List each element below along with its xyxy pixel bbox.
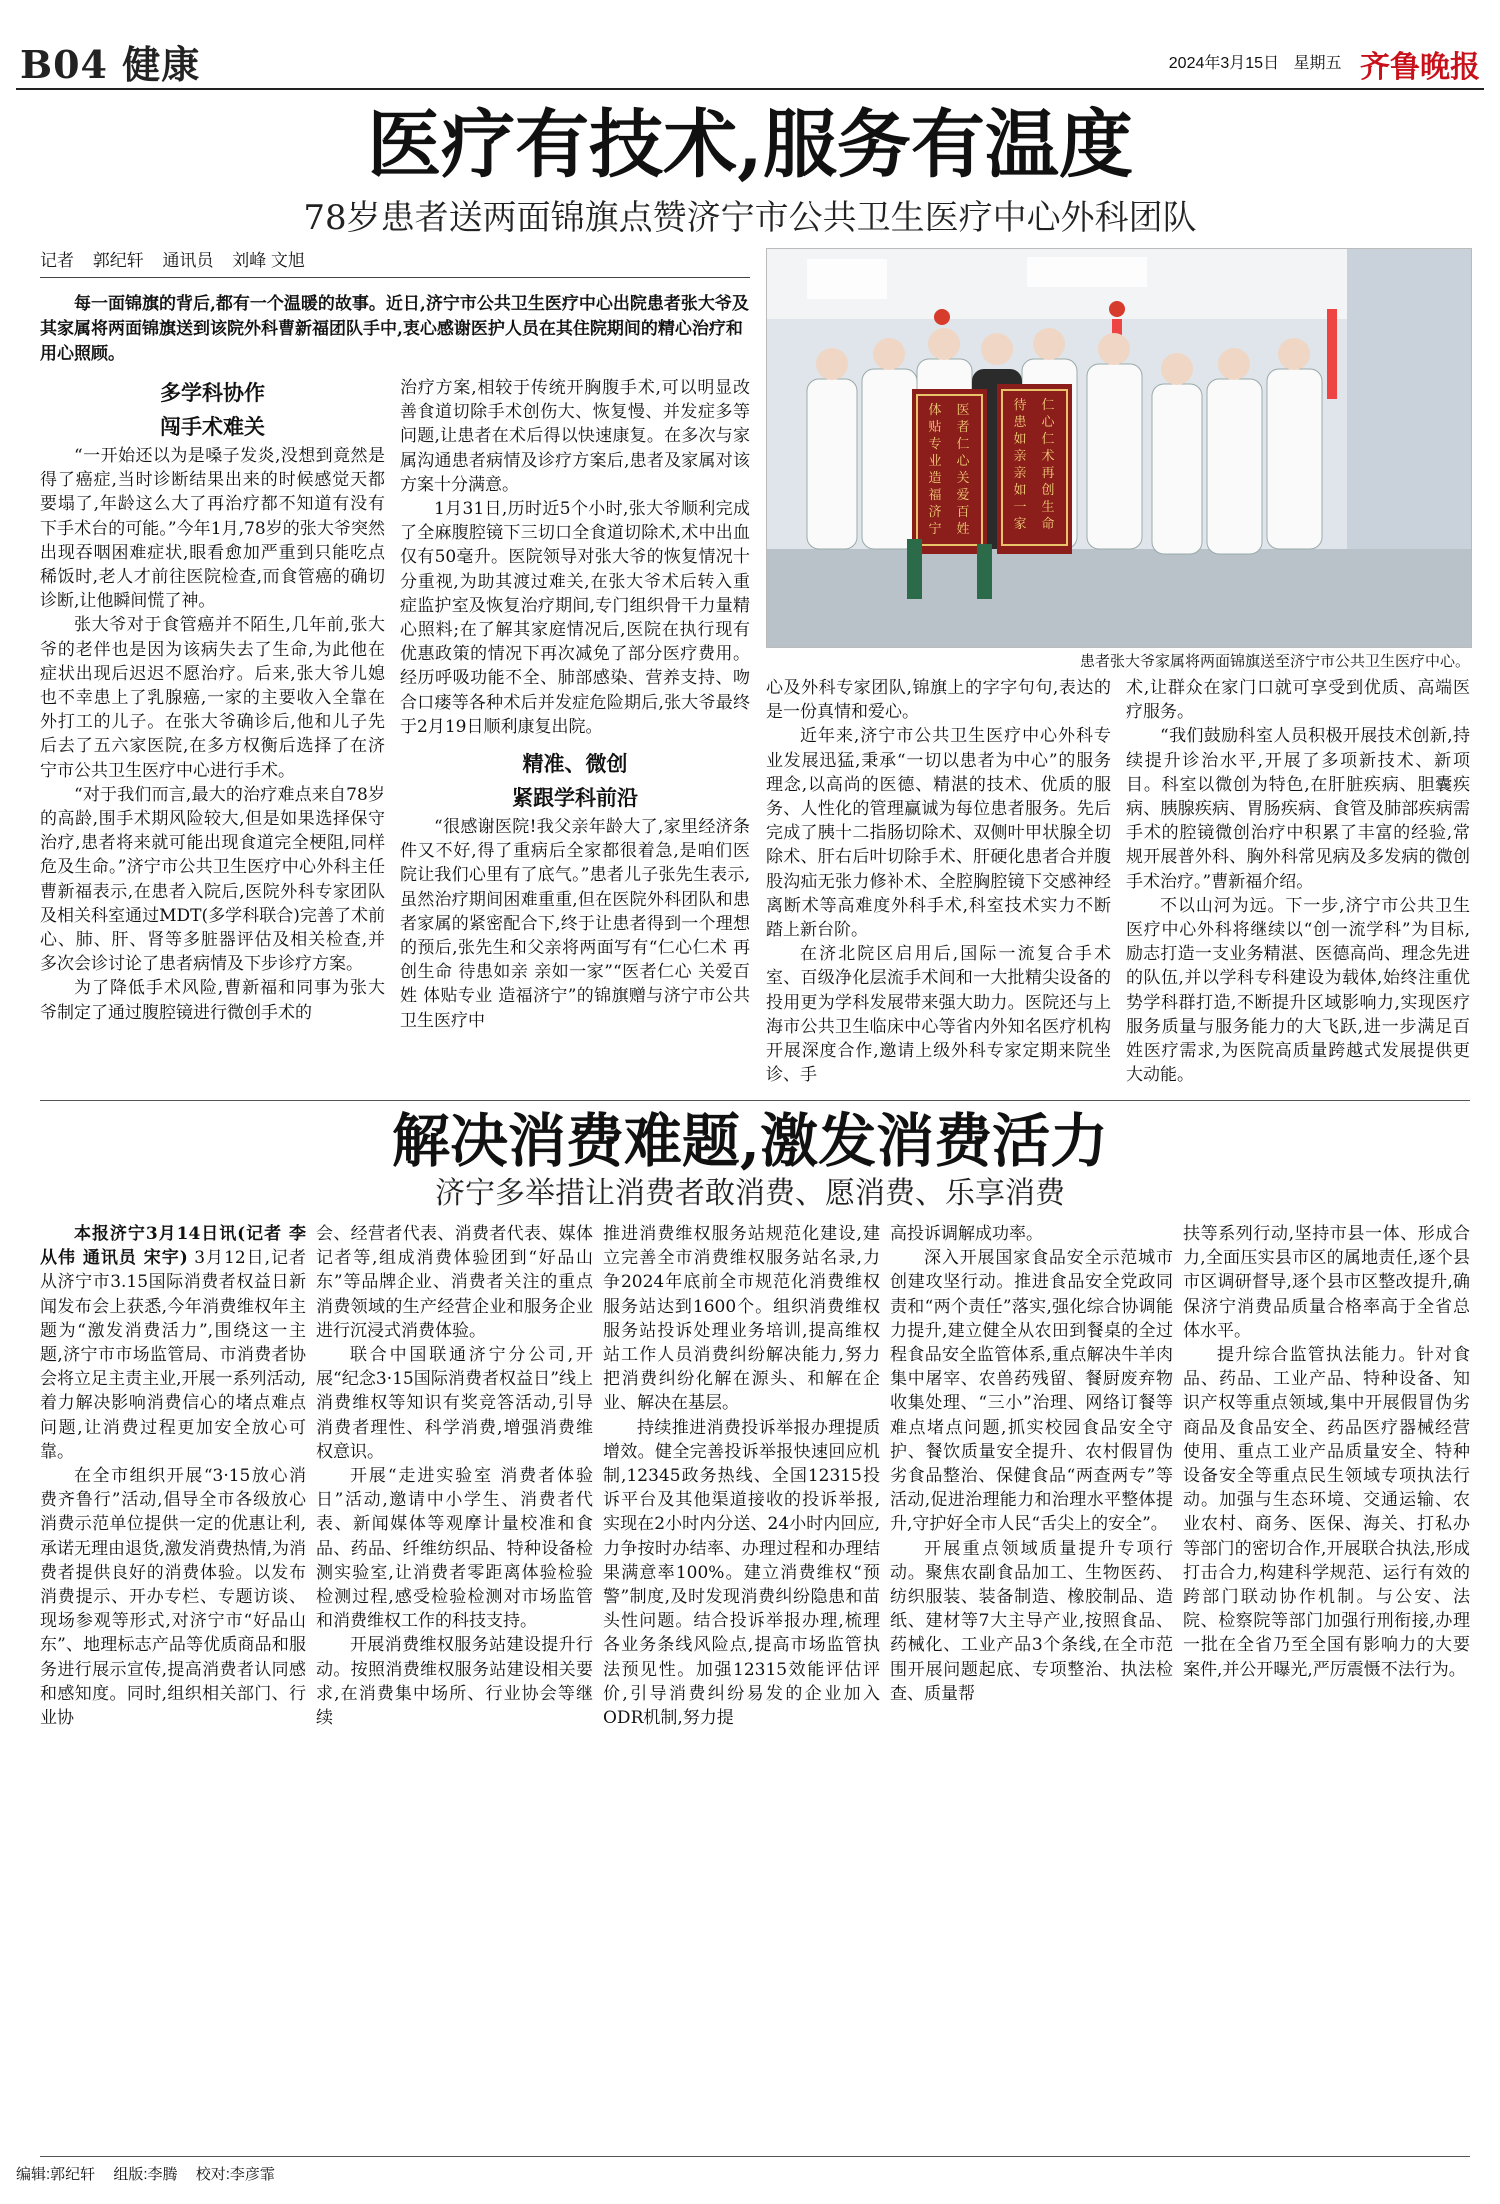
banner-character: 术 (1041, 449, 1055, 464)
article2-subheadline: 济宁多举措让消费者敢消费、愿消费、乐享消费 (435, 1176, 1065, 1211)
banner-character: 业 (928, 454, 942, 469)
banner-character: 济 (928, 505, 942, 520)
article1-paragraph: “很感谢医院!我父亲年龄大了,家里经济条件又不好,得了重病后全家都很着急,是咱们医院让我们心里有了底气。”患者儿子张先生表示,虽然治疗期间困难重重,但在医院外科团队和患者家属的紧密配合下,终于让患者得到一个理想的预后,张先生和父亲将两面写有“仁心仁术 再创生命 待患如亲 亲如一家”“医者仁心 关爱百姓 体贴专业 造福济宁”的锦旗赠与济宁市公共卫生医疗中 (400, 817, 750, 1031)
section2-title-line1: 精准、微创 (522, 751, 628, 777)
banner-character: 百 (956, 505, 970, 520)
article1-paragraph: “一开始还以为是嗓子发炎,没想到竟然是得了癌症,当时诊断结果出来的时候感觉天都要塌了,年龄这么大了再治疗都不知道有没有下手术台的可能。”今年1月,78岁的张大爷突然出现吞咽困难症状,眼看愈加严重到只能吃点稀饭时,老人才前往医院检查,而食管癌的确切诊断,让他瞬间慌了神。 (40, 446, 385, 612)
article1-paragraph: “对于我们而言,最大的治疗难点来自78岁的高龄,围手术期风险较大,但是如果选择保守治疗,患者将来就可能出现食道完全梗阻,同样危及生命。”济宁市公共卫生医疗中心外科主任曹新福表示,在患者入院后,医院外科专家团队及相关科室通过MDT(多学科联合)完善了术前心、肺、肝、肾等多脏器评估及相关检查,并多次会诊讨论了患者病情及下步诊疗方案。 (40, 784, 385, 975)
banner-character: 关 (956, 471, 970, 486)
banner-character: 一 (1013, 500, 1027, 515)
banner-character: 患 (1013, 415, 1027, 430)
issue-weekday: 星期五 (1293, 55, 1342, 73)
article2-paragraph: 开展重点领域质量提升专项行动。聚焦农副食品加工、生物医药、纺织服装、装备制造、橡胶制品、造纸、建材等7大主导产业,按照食品、药械化、工业产品3个条线,在全市范围开展问题起底、专项整治、执法检查、质量帮 (890, 1538, 1173, 1704)
banner-character: 体 (928, 403, 942, 418)
article2-paragraph: 开展“走进实验室 消费者体验日”活动,邀请中小学生、消费者代表、新闻媒体等观摩计量校准和食品、药品、纤维纺织品、特种设备检测实验室,让消费者零距离体验检验检测过程,感受检验检测对市场监管和消费维权工作的科技支持。 (316, 1466, 593, 1632)
section1-title-line2: 闯手术难关 (160, 414, 265, 439)
masthead-meta (1159, 42, 1480, 86)
banner-character: 仁 (956, 437, 970, 452)
article1-subheadline: 78岁患者送两面锦旗点赞济宁市公共卫生医疗中心外科团队 (303, 198, 1197, 238)
banner-character: 造 (928, 471, 942, 486)
article2-column-5 (1183, 1222, 1470, 2152)
banner-character: 如 (1013, 432, 1027, 447)
banner-character: 贴 (928, 420, 942, 435)
article2-paragraph: 持续推进消费投诉举报办理提质增效。健全完善投诉举报快速回应机制,12345政务热线、全国12315投诉平台及其他渠道接收的投诉举报,实现在2小时内分送、24小时内回应,力争按时办结率、办理过程和办理结果满意率100%。建立消费维权“预警”制度,及时发现消费纠纷隐患和苗头性问题。结合投诉举报办理,梳理各业务条线风险点,提高市场监管执法预见性。加强12315效能评估评价,引导消费纠纷易发的企业加入ODR机制,努力提 (603, 1417, 880, 1729)
footer-proof: 校对:李彦霏 (195, 2166, 275, 2183)
article2-paragraph (40, 1222, 306, 1464)
article1-paragraph: 为了降低手术风险,曹新福和同事为张大爷制定了通过腹腔镜进行微创手术的 (40, 978, 385, 1023)
article2-text: 3月12日,记者从济宁市3.15国际消费者权益日新闻发布会上获悉,今年消费维权年主题为“激发消费活力”,围绕这一主题,济宁市市场监管局、市消费者协会将立足主责主业,开展一系列活动,着力解决影响消费信心的堵点难点问题,让消费过程更加安全放心可靠。 (40, 1248, 306, 1462)
banner-character: 生 (1041, 500, 1055, 515)
banner-character: 亲 (1013, 466, 1027, 481)
banner-character: 待 (1013, 398, 1027, 413)
hospital-group-photo (767, 249, 1471, 647)
article1-paragraph: “我们鼓励科室人员积极开展技术创新,持续提升诊治水平,开展了多项新技术、新项目。科室以微创为特色,在肝脏疾病、胆囊疾病、胰腺疾病、胃肠疾病、食管及肺部疾病需手术的腔镜微创治疗中积累了丰富的经验,常规开展普外科、胸外科常见病及多发病的微创手术治疗。”曹新福介绍。 (1126, 726, 1470, 892)
footer-credits (16, 2163, 289, 2184)
article2-paragraph: 联合中国联通济宁分公司,开展“纪念3·15国际消费者权益日”线上消费维权等知识有奖竞答活动,引导消费者理性、科学消费,增强消费维权意识。 (316, 1345, 593, 1462)
article1-column-1 (40, 376, 385, 1096)
banner-character: 亲 (1013, 449, 1027, 464)
section1-title-line1: 多学科协作 (160, 380, 265, 405)
article2-column-2 (316, 1222, 593, 2152)
article1-paragraph: 1月31日,历时近5个小时,张大爷顺利完成了全麻腹腔镜下三切口全食道切除术,术中出血仅有50毫升。医院领导对张大爷的恢复情况十分重视,为助其渡过难关,在张大爷术后转入重症监护室及恢复治疗期间,专门组织骨干力量精心照料;在了解其家庭情况后,医院在执行现有优惠政策的情况下再次减免了部分医疗费用。经历呼吸功能不全、肺部感染、营养支持、吻合口瘘等各种术后并发症危险期后,张大爷最终于2月19日顺利康复出院。 (400, 499, 750, 737)
issue-date: 2024年3月15日 (1168, 55, 1280, 73)
correspondent-names: 刘峰 文旭 (232, 251, 305, 270)
article1-column-4 (1126, 676, 1470, 1096)
banner-character: 宁 (928, 522, 942, 537)
banner-character: 如 (1013, 483, 1027, 498)
article1-lead: 每一面锦旗的背后,都有一个温暖的故事。近日,济宁市公共卫生医疗中心出院患者张大爷及其家属将两面锦旗送到该院外科曹新福团队手中,衷心感谢医护人员在其住院期间的精心治疗和用心照顾。 (40, 294, 749, 364)
article2-headline: 解决消费难题,激发消费活力 (391, 1107, 1109, 1175)
footer-divider (40, 2156, 1470, 2157)
banner-character: 者 (956, 420, 970, 435)
banner-character: 仁 (1041, 398, 1055, 413)
banner-character: 再 (1041, 466, 1055, 481)
banner-character: 医 (956, 403, 970, 418)
article2-paragraph: 推进消费维权服务站规范化建设,建立完善全市消费维权服务站名录,力争2024年底前全市规范化消费维权服务站达到1600个。组织消费维权服务站投诉处理业务培训,提高维权站工作人员消费纠纷解决能力,努力把消费纠纷化解在源头、和解在企业、解决在基层。 (603, 1224, 880, 1414)
reporter-label: 记者 (40, 251, 74, 270)
article2-paragraph: 高投诉调解成功率。 (890, 1224, 1043, 1244)
article1-paragraph: 心及外科专家团队,锦旗上的字字句句,表达的是一份真情和爱心。 (766, 678, 1111, 723)
article-divider (40, 1100, 1470, 1101)
banner-character: 爱 (956, 488, 970, 503)
article2-column-4 (890, 1222, 1173, 2152)
masthead (16, 30, 1484, 90)
section2-title-line2: 紧跟学科前沿 (512, 785, 638, 811)
article1-paragraph: 不以山河为远。下一步,济宁市公共卫生医疗中心外科将继续以“创一流学科”为目标,励志打造一支业务精湛、医德高尚、理念先进的队伍,并以学科专科建设为载体,始终注重优势学科群打造,不断提升区域影响力,实现医疗服务质量与服务能力的大飞跃,进一步满足百姓医疗需求,为医院高质量跨越式发展提供更大动能。 (1126, 895, 1470, 1086)
banner-character: 姓 (956, 522, 970, 537)
banner-character: 专 (928, 437, 942, 452)
banner-character: 家 (1013, 517, 1027, 532)
article1-paragraph: 术,让群众在家门口就可享受到优质、高端医疗服务。 (1126, 678, 1470, 723)
article2-dateline: 本报济宁3月14日讯(记者 李从伟 通讯员 宋宇) (40, 1224, 306, 1269)
article2-column-1 (40, 1222, 306, 2152)
article2-column-3 (603, 1222, 880, 2152)
article1-headline: 医疗有技术,服务有温度 (367, 102, 1133, 188)
article2-paragraph: 扶等系列行动,坚持市县一体、形成合力,全面压实县市区的属地责任,逐个县市区调研督导,逐个县市区整改提升,确保济宁消费品质量合格率高于全省总体水平。 (1183, 1224, 1470, 1341)
footer-editor: 编辑:郭纪轩 (16, 2166, 96, 2183)
article1-paragraph: 张大爷对于食管癌并不陌生,几年前,张大爷的老伴也是因为该病失去了生命,为此他在症状出现后迟迟不愿治疗。后来,张大爷儿媳也不幸患上了乳腺癌,一家的主要收入全靠在外打工的儿子。在张大爷确诊后,他和儿子先后去了五六家医院,在多方权衡后选择了在济宁市公共卫生医疗中心进行手术。 (40, 615, 385, 781)
article1-column-2 (400, 376, 750, 1096)
article1-paragraph: 在济北院区启用后,国际一流复合手术室、百级净化层流手术间和一大批精尖设备的投用更为学科发展带来强大助力。医院还与上海市公共卫生临床中心等省内外知名医疗机构开展深度合作,邀请上级外科专家定期来院坐诊、手 (766, 944, 1111, 1086)
banner-character: 仁 (1041, 432, 1055, 447)
article2-paragraph: 提升综合监管执法能力。针对食品、药品、工业产品、特种设备、知识产权等重点领域,集中开展假冒伪劣商品及食品安全、药品医疗器械经营使用、重点工业产品质量安全、特种设备安全等重点民生领域专项执法行动。加强与生态环境、交通运输、农业农村、商务、医保、海关、打私办等部门的密切合作,开展联合执法,形成打击合力,构建科学规范、运行有效的跨部门联动协作机制。与公安、法院、检察院等部门加强行刑衔接,办理一批在全省乃至全国有影响力的大要案件,并公开曝光,严厉震慑不法行为。 (1183, 1345, 1470, 1680)
reporter-name: 郭纪轩 (92, 251, 144, 270)
correspondent-label: 通讯员 (162, 251, 214, 270)
banner-character: 心 (1041, 415, 1055, 430)
banner-character: 命 (1041, 517, 1055, 532)
article2-paragraph: 开展消费维权服务站建设提升行动。按照消费维权服务站建设相关要求,在消费集中场所、行业协会等继续 (316, 1635, 593, 1729)
article2-paragraph: 深入开展国家食品安全示范城市创建攻坚行动。推进食品安全党政同责和“两个责任”落实,强化综合协调能力提升,建立健全从农田到餐桌的全过程食品安全监管体系,重点解决牛羊肉集中屠宰、农兽药残留、餐厨废弃物收集处理、“三小”治理、网络订餐等难点堵点问题,抓实校园食品安全守护、餐饮质量安全提升、农村假冒伪劣食品整治、保健食品“两查两专”等活动,促进治理能力和治理水平整体提升,守护好全市人民“舌尖上的安全”。 (890, 1248, 1173, 1535)
article1-paragraph: 近年来,济宁市公共卫生医疗中心外科专业发展迅猛,秉承“一切以患者为中心”的服务理念,以高尚的医德、精湛的技术、优质的服务、人性化的管理赢诚为每位患者服务。先后完成了胰十二指肠切除术、双侧叶甲状腺全切除术、肝右后叶切除手术、肝硬化患者合并腹股沟疝无张力修补术、全腔胸腔镜下交感神经离断术等高难度外科手术,科室技术实力不断踏上新台阶。 (766, 726, 1111, 941)
newspaper-logo: 齐鲁晚报 (1360, 51, 1480, 84)
article1-photo (766, 248, 1472, 648)
article1-paragraph: 治疗方案,相较于传统开胸腹手术,可以明显改善食道切除手术创伤大、恢复慢、并发症多等问题,让患者在术后得以快速康复。在多次与家属沟通患者病情及诊疗方案后,患者及家属对该方案十分满意。 (400, 378, 750, 495)
article2-paragraph: 会、经营者代表、消费者代表、媒体记者等,组成消费体验团到“好品山东”等品牌企业、消费者关注的重点消费领域的生产经营企业和服务企业进行沉浸式消费体验。 (316, 1224, 593, 1341)
banner-character: 福 (928, 488, 942, 503)
banner-character: 心 (956, 454, 970, 469)
banner-character: 创 (1041, 483, 1055, 498)
article1-column-3 (766, 676, 1111, 1096)
article2-paragraph: 在全市组织开展“3·15放心消费齐鲁行”活动,倡导全市各级放心消费示范单位提供一定的优惠让利,承诺无理由退货,激发消费热情,为消费者提供良好的消费体验。以发布消费提示、开办专栏、专题访谈、现场参观等形式,对济宁市“好品山东”、地理标志产品等优质商品和服务进行展示宣传,提高消费者认同感和感知度。同时,组织相关部门、行业协 (40, 1466, 306, 1729)
section-label: B04 健康 (20, 42, 201, 87)
footer-layout: 组版:李腾 (113, 2166, 178, 2183)
article1-byline (40, 246, 750, 278)
photo-caption: 患者张大爷家属将两面锦旗送至济宁市公共卫生医疗中心。 (1079, 653, 1470, 670)
